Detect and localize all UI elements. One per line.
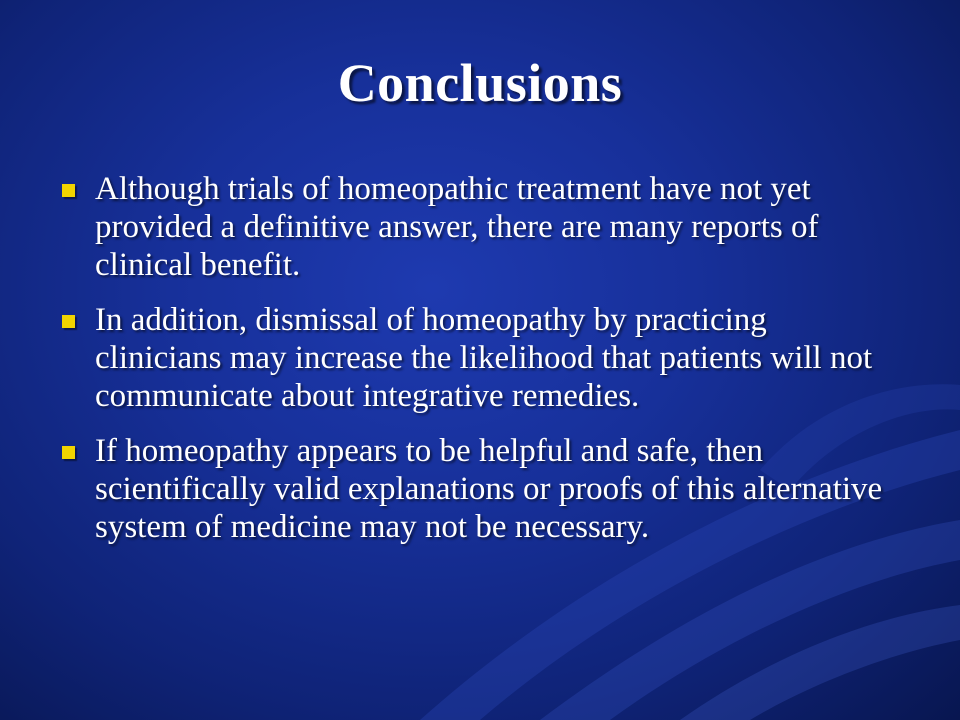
bullet-item: [62, 170, 892, 284]
bullet-list: [62, 170, 892, 563]
bullet-item: [62, 301, 892, 415]
bullet-text: In addition, dismissal of homeopathy by practicing clinicians may increase the likelihood that patients will not communicate about integrative remedies.: [95, 302, 873, 414]
bullet-text: Although trials of homeopathic treatment have not yet provided a definitive answer, there are many reports of clinical benefit.: [95, 171, 819, 283]
bullet-text: If homeopathy appears to be helpful and safe, then scientifically valid explanations or proofs of this alternative system of medicine may not be necessary.: [95, 433, 883, 545]
square-bullet-icon: [62, 446, 75, 459]
bullet-item: [62, 432, 892, 546]
slide-title: Conclusions: [337, 53, 623, 113]
square-bullet-icon: [62, 315, 75, 328]
square-bullet-icon: [62, 184, 75, 197]
